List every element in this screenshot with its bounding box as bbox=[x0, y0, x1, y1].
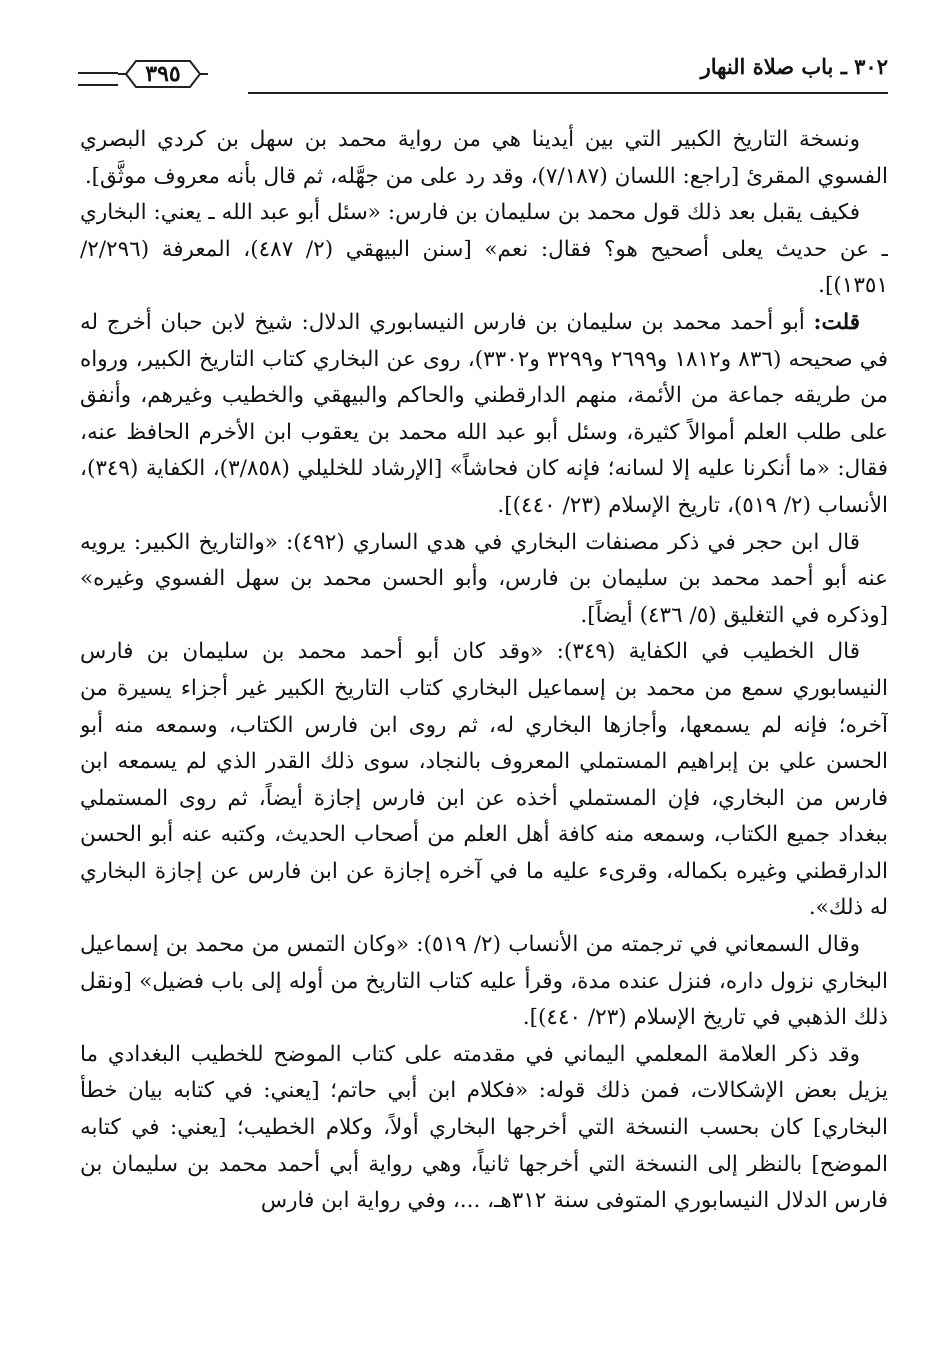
paragraph-1 bbox=[80, 122, 888, 195]
running-title: ٣٠٢ ـ باب صلاة النهار bbox=[700, 54, 888, 79]
paragraph-text: فكيف يقبل بعد ذلك قول محمد بن سليمان بن فارس: «سئل أبو عبد الله ـ يعني: البخاري ـ عن حديث يعلى أصحيح هو؟ فقال: نعم» [سنن البيهقي (٢/ ٤٨٧)، المعرفة (٢/٢٩٦/ ١٣٥١)]. bbox=[80, 200, 888, 299]
paragraph-3 bbox=[80, 305, 888, 525]
paragraph-6 bbox=[80, 927, 888, 1037]
paragraph-text: وقد ذكر العلامة المعلمي اليماني في مقدمته على كتاب الموضح للخطيب البغدادي ما يزيل بعض الإشكالات، فمن ذلك قوله: «فكلام ابن أبي حاتم؛ [يعني: في كتابه بيان خطأ البخاري] كان بحسب النسخة التي أخرجها البخاري أولاً، وكلام الخطيب؛ [يعني: في كتابه الموضح] بالنظر إلى النسخة التي أخرجها ثانياً، وهي رواية أبي أحمد محمد بن سليمان بن فارس الدلال النيسابوري المتوفى سنة ٣١٢هـ، ...، وفي رواية ابن فارس bbox=[80, 1041, 888, 1214]
page-number-ornament bbox=[78, 58, 248, 92]
page-number-text: ٣٩٥ bbox=[145, 61, 181, 87]
double-rule-decoration bbox=[78, 72, 118, 86]
paragraph-text: قال الخطيب في الكفاية (٣٤٩): «وقد كان أبو أحمد محمد بن سليمان بن فارس النيسابوري سمع من محمد بن إسماعيل البخاري كتاب التاريخ الكبير غير أجزاء يسيرة من آخره؛ فإنه لم يسمعها، وأجازها البخاري له، ثم روى ابن فارس الكتاب، وسمعه منه أبو الحسن علي بن إبراهيم المستملي المعروف بالنجاد، سوى ذلك القدر الذي لم يسمعه ابن فارس من البخاري، فإن المستملي أخذه عن ابن فارس إجازة أيضاً، ثم روى المستملي ببغداد جميع الكتاب، وسمعه منه كافة أهل العلم من أصحاب الحديث، وكتبه عنه أبو الحسن الدارقطني وغيره بكماله، وقرىء عليه ما في آخره إجازة عن ابن فارس عن إجازة البخاري له ذلك». bbox=[80, 639, 888, 921]
paragraph-text: ونسخة التاريخ الكبير التي بين أيدينا هي من رواية محمد بن سهل بن كردي البصري الفسوي المقرئ [راجع: اللسان (٧/١٨٧)، وقد رد على من جهَّله، ثم قال بأنه معروف موثَّق]. bbox=[80, 127, 888, 189]
paragraph-text: وقال السمعاني في ترجمته من الأنساب (٢/ ٥١٩): «وكان التمس من محمد بن إسماعيل البخاري نزول داره، فنزل عنده مدة، وقرأ عليه كتاب التاريخ من أوله إلى باب فضيل» [ونقل ذلك الذهبي في تاريخ الإسلام (٢٣/ ٤٤٠)]. bbox=[80, 932, 888, 1031]
paragraph-text: قال ابن حجر في ذكر مصنفات البخاري في هدي الساري (٤٩٢): «والتاريخ الكبير: يرويه عنه أبو أحمد محمد بن سليمان بن فارس، وأبو الحسن محمد بن سهل الفسوي وغيره» [وذكره في التغليق (٥/ ٤٣٦) أيضاً]. bbox=[80, 529, 888, 628]
main-text bbox=[80, 122, 888, 1352]
paragraph-text: أبو أحمد محمد بن سليمان بن فارس النيسابوري الدلال: شيخ لابن حبان أخرج له في صحيحه (٨٣٦ و١٨١٢ و٢٦٩٩ و٣٢٩٩ و٣٣٠٢)، روى عن البخاري كتاب التاريخ الكبير، ورواه من طريقه جماعة من الأئمة، منهم الدارقطني والحاكم والبيهقي والخطيب وغيرهم، وأنفق على طلب العلم أموالاً كثيرة، وسئل أبو عبد الله محمد بن يعقوب ابن الأخرم الحافظ عنه، فقال: «ما أنكرنا عليه إلا لسانه؛ فإنه كان فحاشاً» [الإرشاد للخليلي (٣/٨٥٨)، الكفاية (٣٤٩)، الأنساب (٢/ ٥١٩)، تاريخ الإسلام (٢٣/ ٤٤٠)]. bbox=[80, 309, 888, 518]
paragraph-lead-word: قلت: bbox=[813, 309, 860, 335]
page-number bbox=[118, 58, 208, 90]
paragraph-7 bbox=[80, 1037, 888, 1220]
paragraph-2 bbox=[80, 195, 888, 305]
page-header bbox=[78, 52, 888, 102]
paragraph-4 bbox=[80, 525, 888, 635]
header-underline bbox=[248, 92, 888, 94]
paragraph-5 bbox=[80, 634, 888, 927]
